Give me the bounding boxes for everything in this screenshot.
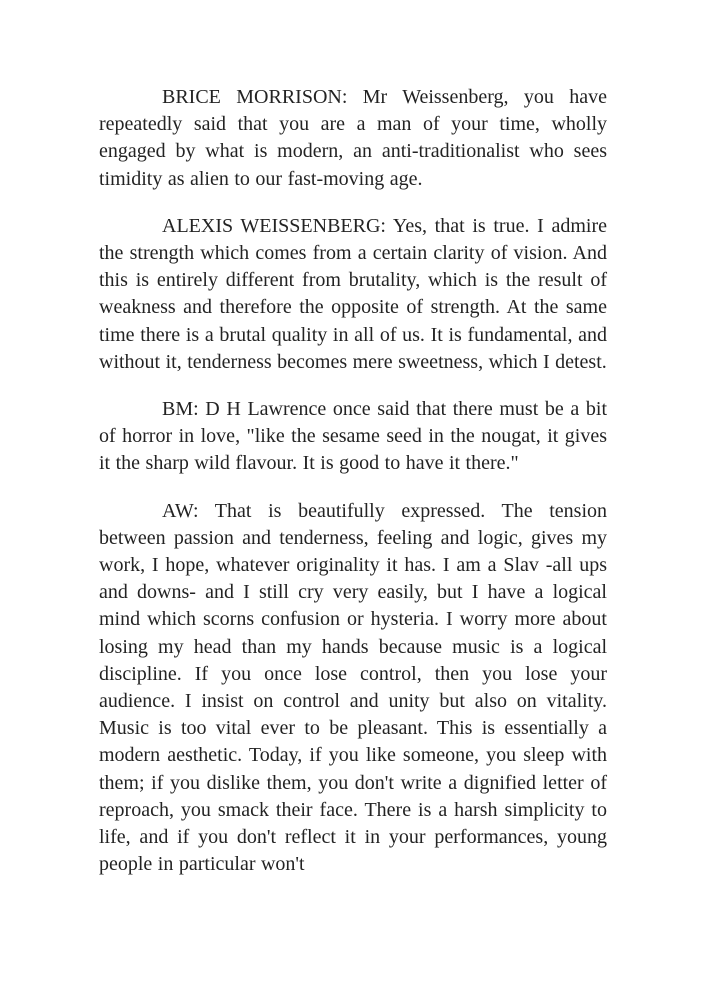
paragraph-weissenberg-answer-1: ALEXIS WEISSENBERG: Yes, that is true. I admire the strength which comes from a certain clarity of vision. And this is entirely different from brutality, which is the result of weakness and therefore the opposite of strength. At the same time there is a brutal quality in all of us. It is fundamental, and without it, tenderness becomes mere sweetness, which I detest. [99,214,607,373]
paragraph-weissenberg-answer-2: AW: That is beautifully expressed. The tension between passion and tenderness, feeling and logic, gives my work, I hope, whatever originality it has. I am a Slav -all ups and downs- and I still cry very easily, but I have a logical mind which scorns confusion or hysteria. I worry more about losing my head than my hands because music is a logical discipline. If you once lose control, then you lose your audience. I insist on control and unity but also on vitality. Music is too vital ever to be pleasant. This is essentially a modern aesthetic. Today, if you like someone, you sleep with them; if you dislike them, you don't write a dignified letter of reproach, you smack their face. There is a harsh simplicity to life, and if you don't reflect it in your performances, young people in particular won't [99,499,607,876]
paragraph-interviewer-intro: BRICE MORRISON: Mr Weissenberg, you have repeatedly said that you are a man of your time, wholly engaged by what is modern, an anti-traditionalist who sees timidity as alien to our fast-moving age. [99,86,607,190]
paragraph-interviewer-lawrence-quote: BM: D H Lawrence once said that there must be a bit of horror in love, "like the sesame seed in the nougat, it gives it the sharp wild flavour. It is good to have it there." [99,398,607,475]
